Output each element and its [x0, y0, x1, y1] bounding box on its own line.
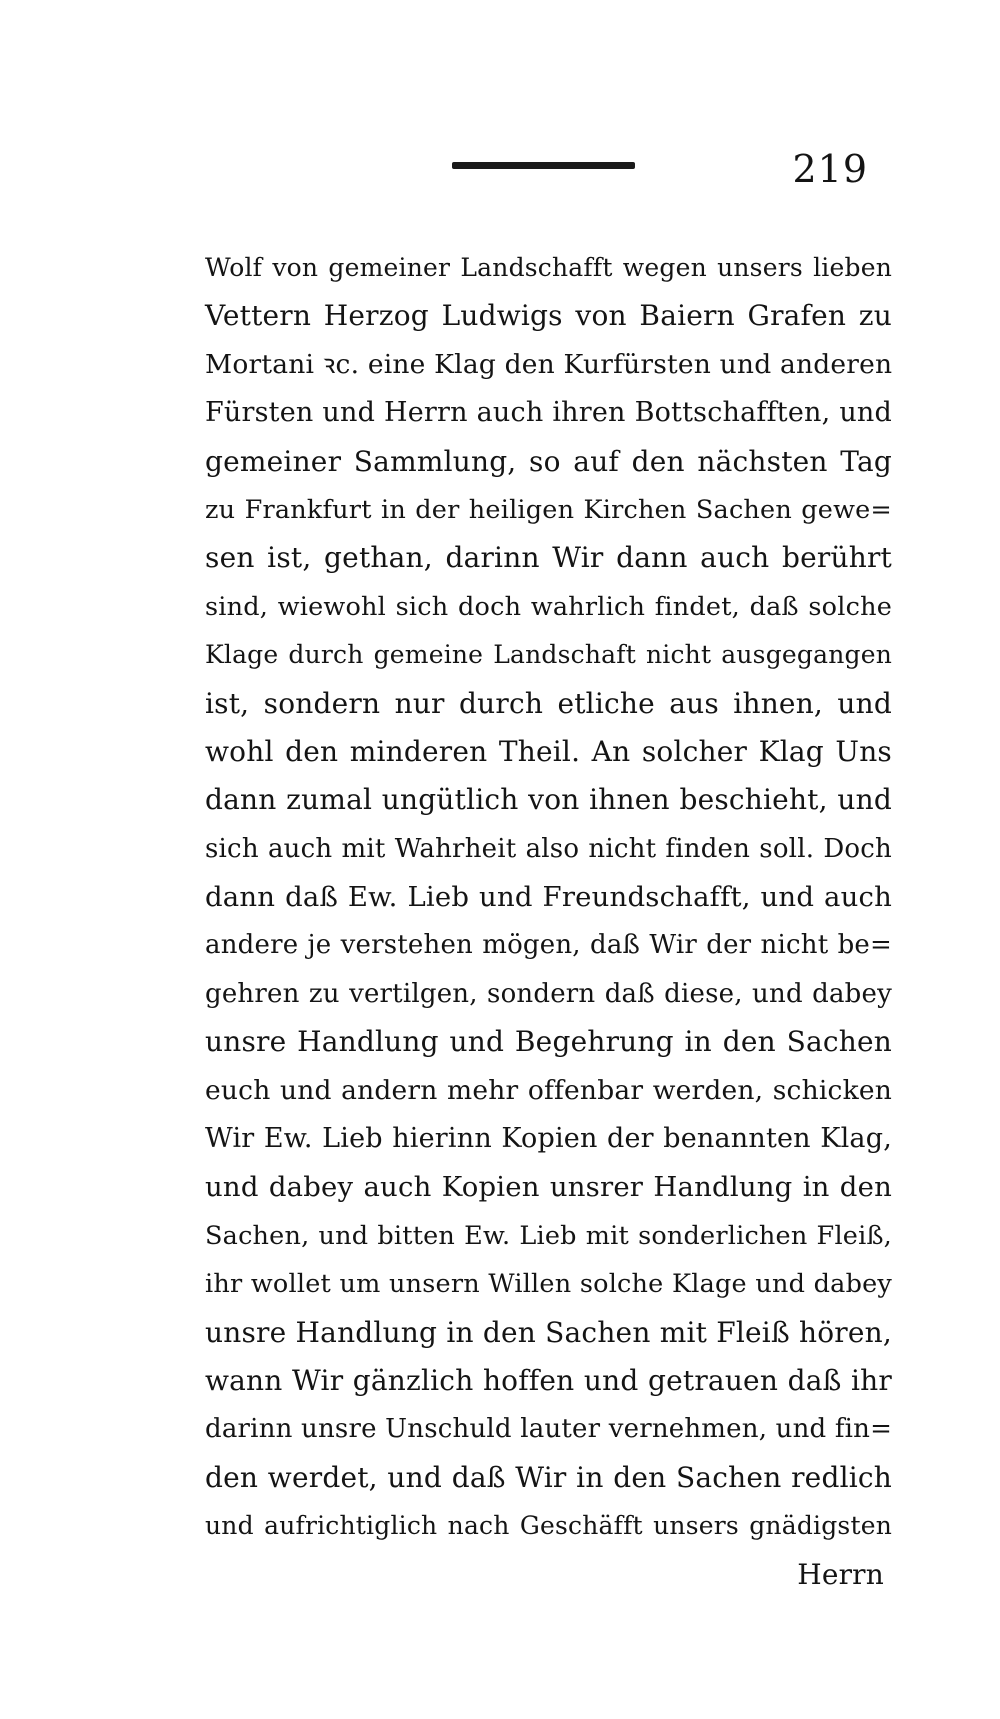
page-number: 219 — [792, 147, 868, 191]
text-line: Sachen, und bitten Ew. Lieb mit sonderlichen Fleiß, — [205, 1220, 892, 1251]
catchword: Herrn — [797, 1557, 884, 1591]
body-text — [205, 244, 892, 1599]
text-line: Klage durch gemeine Landschaft nicht ausgegangen — [205, 640, 892, 670]
text-line: sind, wiewohl sich doch wahrlich findet, daß solche — [205, 591, 892, 622]
text-line: dann zumal ungütlich von ihnen beschieht, und — [205, 783, 892, 817]
text-line: gehren zu vertilgen, sondern daß diese, und dabey — [205, 978, 892, 1009]
text-line: sen ist, gethan, darinn Wir dann auch berührt — [205, 541, 892, 575]
header-rule — [452, 162, 635, 169]
text-line: unsre Handlung und Begehrung in den Sachen — [205, 1025, 892, 1059]
text-line: andere je verstehen mögen, daß Wir der nicht be= — [205, 930, 892, 961]
text-line: Mortani ꝛc. eine Klag den Kurfürsten und anderen — [205, 348, 893, 380]
text-line: wann Wir gänzlich hoffen und getrauen daß ihr — [205, 1363, 892, 1397]
text-line: gemeiner Sammlung, so auf den nächsten Tag — [205, 444, 892, 478]
text-line: Wir Ew. Lieb hierinn Kopien der benannten Klag, — [205, 1123, 892, 1155]
text-line: den werdet, und daß Wir in den Sachen redlich — [205, 1460, 892, 1494]
text-line: und aufrichtiglich nach Geschäfft unsers gnädigsten — [205, 1511, 892, 1541]
text-line: euch und andern mehr offenbar werden, schicken — [205, 1074, 892, 1106]
text-line: darinn unsre Unschuld lauter vernehmen, und fin= — [205, 1414, 893, 1445]
text-line: wohl den minderen Theil. An solcher Klag Uns — [205, 734, 892, 768]
text-line: und dabey auch Kopien unsrer Handlung in den — [205, 1171, 892, 1204]
text-line: Fürsten und Herrn auch ihren Bottschafften, und — [205, 397, 892, 429]
text-line: ist, sondern nur durch etliche aus ihnen, und — [205, 686, 892, 720]
text-line: unsre Handlung in den Sachen mit Fleiß hören, — [205, 1315, 892, 1349]
text-line: zu Frankfurt in der heiligen Kirchen Sachen gewe= — [205, 494, 892, 525]
text-line: Vettern Herzog Ludwigs von Baiern Grafen zu — [205, 299, 892, 333]
text-line: dann daß Ew. Lieb und Freundschafft, und auch — [205, 881, 892, 914]
text-line: ihr wollet um unsern Willen solche Klage und dabey — [205, 1269, 892, 1300]
text-line: sich auch mit Wahrheit also nicht finden soll. Doch — [205, 833, 892, 864]
text-line: Wolf von gemeiner Landschafft wegen unsers lieben — [205, 253, 892, 282]
